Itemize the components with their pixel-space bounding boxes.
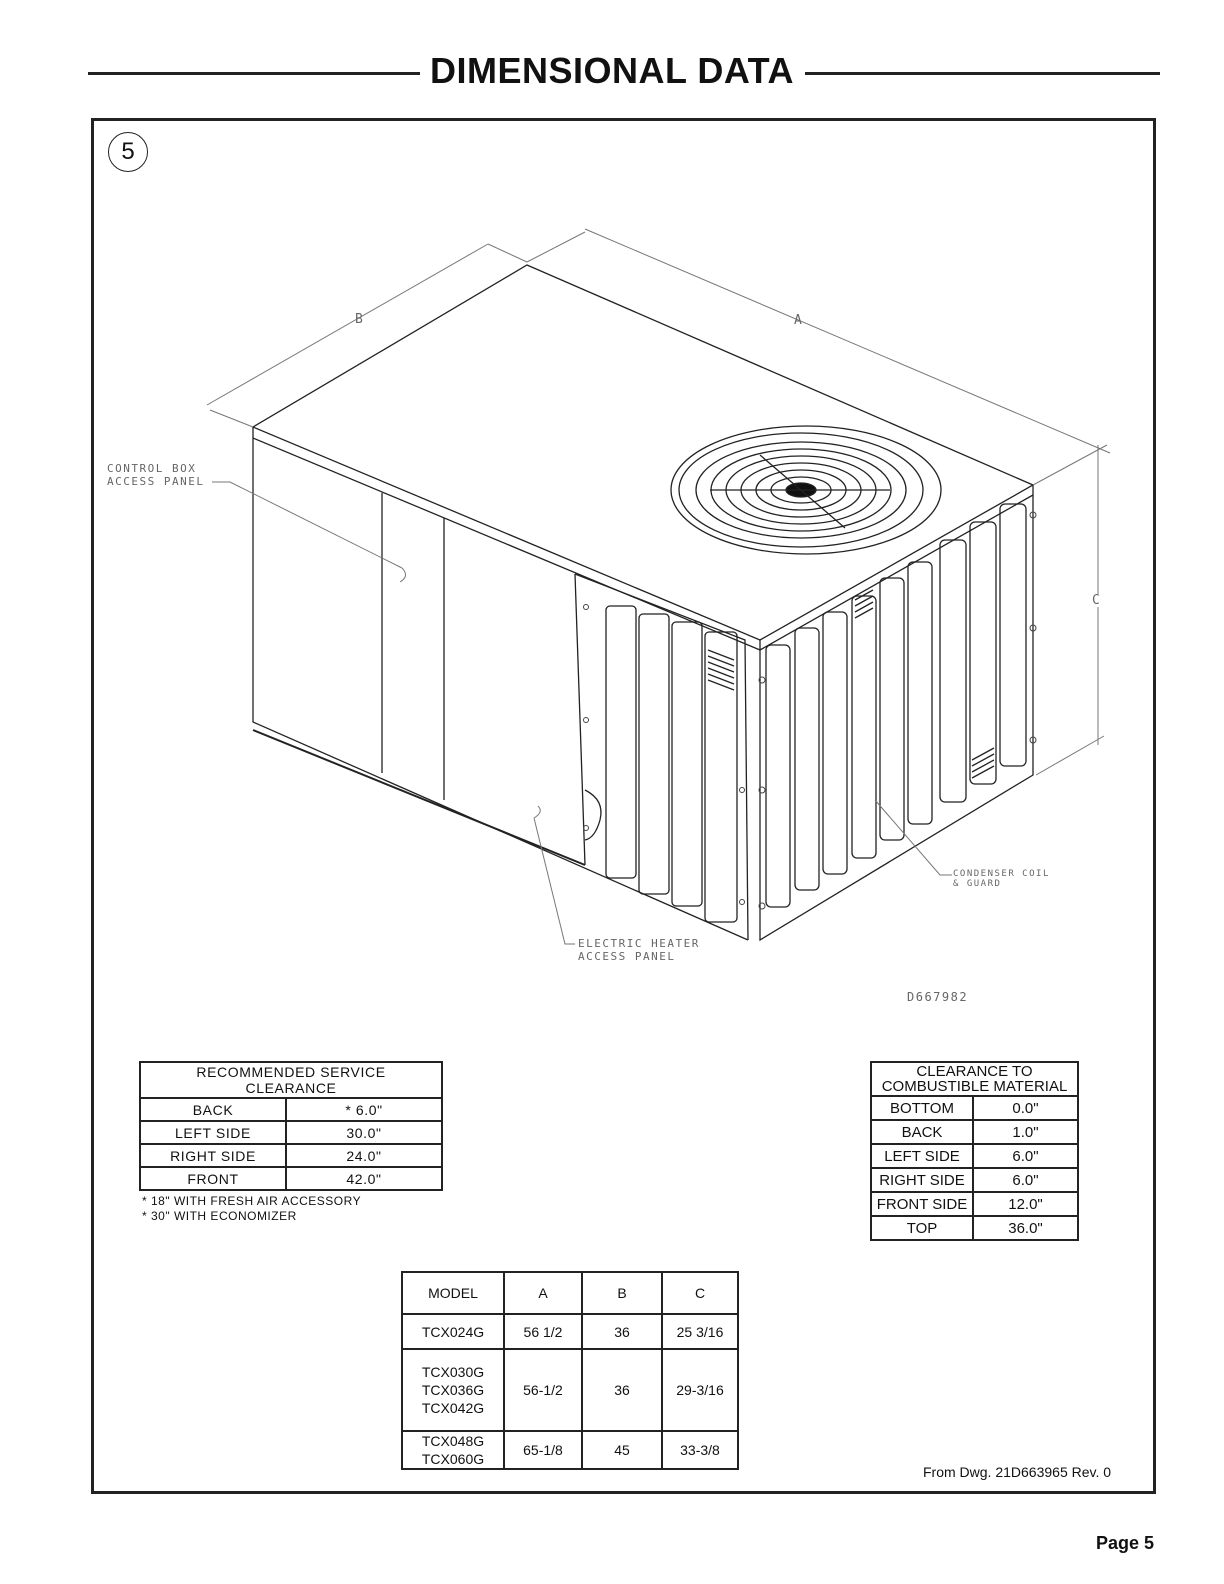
dimension-label-c: C <box>1092 593 1102 608</box>
table-cell: BACK <box>871 1120 973 1144</box>
table-cell: TCX030G TCX036G TCX042G <box>402 1349 504 1431</box>
table-row <box>871 1192 1078 1216</box>
column-header: A <box>504 1272 582 1314</box>
service-clearance-table <box>139 1061 443 1191</box>
table-cell: 36.0" <box>973 1216 1078 1240</box>
page-number: Page 5 <box>1096 1533 1155 1553</box>
service-clearance-title: RECOMMENDED SERVICE CLEARANCE <box>140 1062 442 1098</box>
page-title: DIMENSIONAL DATA <box>0 50 1224 92</box>
table-cell: TCX024G <box>402 1314 504 1349</box>
table-cell: 6.0" <box>973 1144 1078 1168</box>
table-cell: FRONT <box>140 1167 286 1190</box>
table-row <box>402 1349 738 1431</box>
combustible-clearance-title: CLEARANCE TO COMBUSTIBLE MATERIAL <box>871 1062 1078 1096</box>
table-cell: 65-1/8 <box>504 1431 582 1469</box>
source-drawing-reference: From Dwg. 21D663965 Rev. 0 <box>923 1464 1112 1480</box>
table-row <box>871 1216 1078 1240</box>
table-row <box>871 1168 1078 1192</box>
table-cell: LEFT SIDE <box>140 1121 286 1144</box>
table-cell: 1.0" <box>973 1120 1078 1144</box>
table-cell: 45 <box>582 1431 662 1469</box>
column-header: C <box>662 1272 738 1314</box>
table-cell: 24.0" <box>286 1144 442 1167</box>
model-dimensions-table <box>401 1271 739 1470</box>
table-cell: TCX048G TCX060G <box>402 1431 504 1469</box>
table-cell: 33-3/8 <box>662 1431 738 1469</box>
service-clearance-note: * 30" WITH ECONOMIZER <box>142 1209 297 1223</box>
table-row <box>140 1144 442 1167</box>
table-cell: RIGHT SIDE <box>871 1168 973 1192</box>
table-cell: 6.0" <box>973 1168 1078 1192</box>
table-cell: BACK <box>140 1098 286 1121</box>
table-cell: LEFT SIDE <box>871 1144 973 1168</box>
table-cell: 25 3/16 <box>662 1314 738 1349</box>
table-row <box>871 1120 1078 1144</box>
table-cell: 0.0" <box>973 1096 1078 1120</box>
table-header-row <box>402 1272 738 1314</box>
table-row <box>402 1314 738 1349</box>
table-row <box>871 1144 1078 1168</box>
dimension-label-a: A <box>794 313 804 328</box>
table-row <box>140 1167 442 1190</box>
table-cell: 42.0" <box>286 1167 442 1190</box>
dimension-label-b: B <box>355 312 365 327</box>
drawing-id: D667982 <box>907 990 969 1004</box>
column-header: MODEL <box>402 1272 504 1314</box>
column-header: B <box>582 1272 662 1314</box>
callout-electric-heater-access-panel: ELECTRIC HEATER ACCESS PANEL <box>578 937 700 963</box>
table-cell: 29-3/16 <box>662 1349 738 1431</box>
table-row <box>140 1098 442 1121</box>
table-cell: 36 <box>582 1314 662 1349</box>
figure-number: 5 <box>108 132 148 172</box>
service-clearance-note: * 18" WITH FRESH AIR ACCESSORY <box>142 1194 362 1208</box>
table-cell: TOP <box>871 1216 973 1240</box>
table-cell: * 6.0" <box>286 1098 442 1121</box>
table-row <box>871 1096 1078 1120</box>
callout-condenser-coil-guard: CONDENSER COIL & GUARD <box>953 869 1050 889</box>
table-row <box>140 1121 442 1144</box>
table-cell: RIGHT SIDE <box>140 1144 286 1167</box>
table-cell: 36 <box>582 1349 662 1431</box>
combustible-clearance-table <box>870 1061 1079 1241</box>
callout-control-box-access-panel: CONTROL BOX ACCESS PANEL <box>107 462 205 488</box>
table-cell: BOTTOM <box>871 1096 973 1120</box>
table-cell: 30.0" <box>286 1121 442 1144</box>
table-cell: 56 1/2 <box>504 1314 582 1349</box>
table-cell: 56-1/2 <box>504 1349 582 1431</box>
table-cell: FRONT SIDE <box>871 1192 973 1216</box>
table-cell: 12.0" <box>973 1192 1078 1216</box>
table-row <box>402 1431 738 1469</box>
